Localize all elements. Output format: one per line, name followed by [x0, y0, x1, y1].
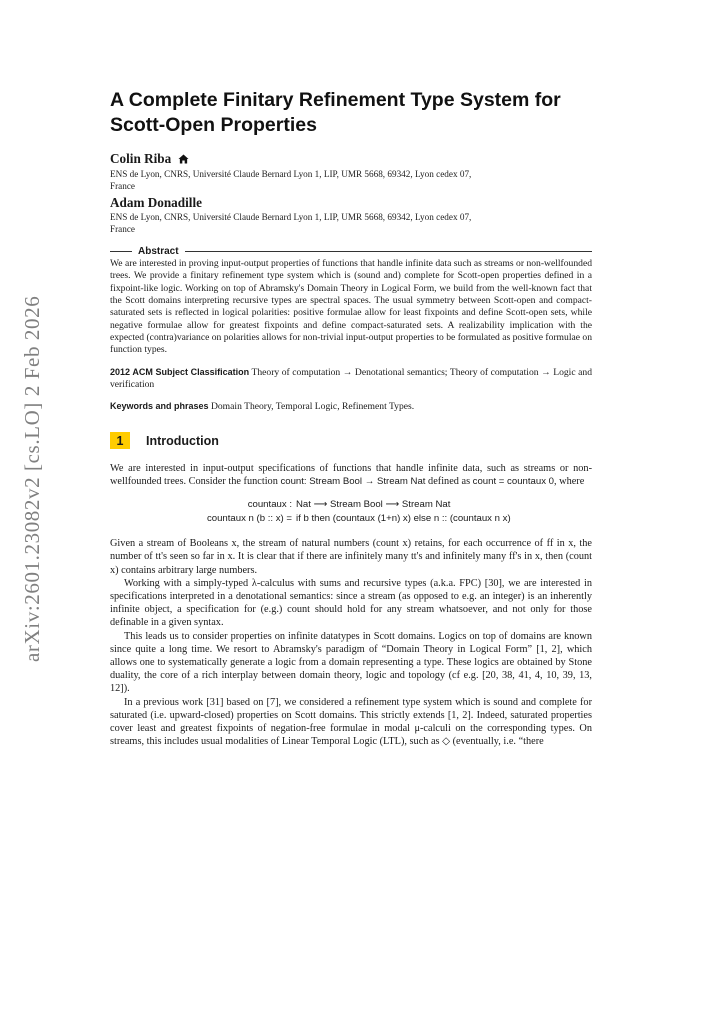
paragraph: This leads us to consider properties on infinite datatypes in Scott domains. Logics on top of domains are known since quite a long time. We resort to Abramsky's paradigm of “Domain Theory in Logical Form” [1, 2], which allows one to systematically generate a logic from a domain representing a type. These logics are obtained by Stone duality, the core of a rich interplay between domain theory, logic and topology (cf e.g. [20, 38, 41, 4, 10, 39, 13, 12]).	[110, 630, 592, 695]
introduction-body	[110, 462, 592, 749]
acm-classification	[110, 366, 592, 392]
equation-lhs: countaux :	[247, 499, 292, 511]
section-title: Introduction	[146, 433, 219, 448]
paragraph: Given a stream of Booleans x, the stream of natural numbers (count x) retains, for each occurrence of ff in x, the number of tt's seen so far in x. It is clear that if there are infinitely many tt's and infinitely many ff's in x, then (count x) contains arbitrary large numbers.	[110, 538, 592, 576]
abstract-text: We are interested in proving input-output properties of functions that handle infinite data such as streams or non-wellfounded trees. We provide a finitary refinement type system which is (sound and) complete for Scott-open properties defined in a fixpoint-like logic. Working on top of Abramsky's Domain Theory in Logical Form, we build from the well-known fact that the Scott domains interpreting recursive types are spectral spaces. The usual symmetry between Scott-open and compact-saturated sets is reflected in logical polarities: positive formulae allow for least fixpoints and define Scott-open sets, while negative formulae allow for greatest fixpoints and define compact-saturated sets. A realizability implication with the expected (contra)variance on polarities allows for non-trivial input-output properties to be formulated as positive formulae on function types.	[110, 258, 592, 356]
acm-text: Theory of computation → Denotational semantics; Theory of computation → Logic and verification	[110, 366, 592, 391]
keywords-label: Keywords and phrases	[110, 401, 209, 412]
author-block	[110, 195, 592, 235]
paper-title: A Complete Finitary Refinement Type System for Scott-Open Properties	[110, 89, 561, 136]
abstract-rule-right	[185, 251, 592, 252]
paragraph: Working with a simply-typed λ-calculus with sums and recursive types (a.k.a. FPC) [30], we are interested in specifications interpreted in a denotational semantics: since a stream (as opposed to e.g. an integer) is an inherently infinite object, a specification for (e.g.) count should hold for any stream whatsoever, and not only for those definable in a given syntax.	[110, 577, 592, 629]
equation-rhs: if b then (countaux (1+n) x) else n :: (countaux n x)	[296, 513, 511, 525]
section-number: 1	[110, 432, 130, 449]
paragraph: In a previous work [31] based on [7], we considered a refinement type system which is sound and complete for saturated (i.e. upward-closed) properties on Scott domains. This strictly extends [1, 2]. Indeed, saturated properties cover least and greatest fixpoints of negation-free formulae in modal μ-calculi on the corresponding types. On streams, this includes usual modalities of Linear Temporal Logic (LTL), such as ◇ (eventually, i.e. “there	[110, 696, 592, 748]
abstract-rule-left	[110, 251, 132, 252]
author-affiliation: ENS de Lyon, CNRS, Université Claude Bernard Lyon 1, LIP, UMR 5668, 69342, Lyon cedex 07, France	[110, 212, 472, 234]
display-equation	[110, 498, 592, 526]
acm-label: 2012 ACM Subject Classification	[110, 366, 250, 377]
home-icon[interactable]	[178, 154, 189, 164]
author-affiliation: ENS de Lyon, CNRS, Université Claude Bernard Lyon 1, LIP, UMR 5668, 69342, Lyon cedex 07, France	[110, 169, 472, 191]
paper-page	[110, 88, 592, 748]
abstract-label: Abstract	[138, 245, 179, 257]
equation-lhs: countaux n (b :: x) =	[206, 513, 292, 525]
author-name: Adam Donadille	[110, 195, 202, 210]
keywords	[110, 400, 592, 413]
abstract	[110, 258, 592, 357]
arxiv-identifier: arXiv:2601.23082v2 [cs.LO] 2 Feb 2026	[20, 295, 44, 662]
abstract-heading	[110, 244, 592, 258]
author-block	[110, 150, 592, 192]
paragraph: We are interested in input-output specifications of functions that handle infinite data, such as streams or non-wellfounded trees. Consider the function count: Stream Bool → Stream Nat defined as count = countaux 0, where	[110, 462, 592, 487]
keywords-text: Domain Theory, Temporal Logic, Refinement Types.	[210, 401, 415, 413]
author-name: Colin Riba	[110, 151, 172, 166]
section-heading	[110, 432, 592, 450]
equation-rhs: Nat ⟶ Stream Bool ⟶ Stream Nat	[296, 499, 451, 511]
